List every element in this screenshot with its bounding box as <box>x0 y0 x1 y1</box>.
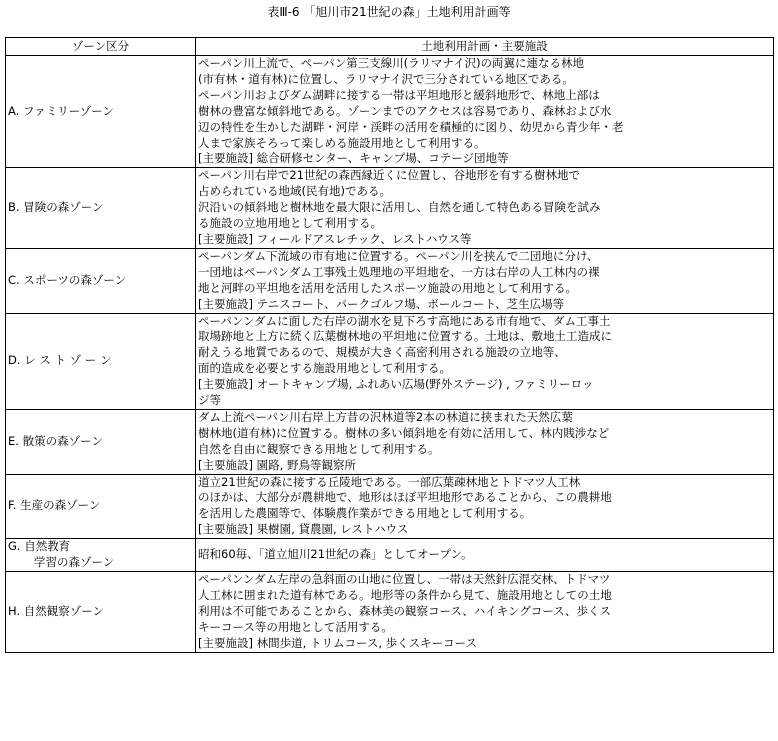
header-row <box>6 38 774 56</box>
plan-line: ダム上流ペーパン川右岸上方昔の沢林道等2本の林道に挟まれた天然広葉 <box>198 409 573 424</box>
table-row <box>6 409 774 474</box>
plan-line: 道立21世紀の森に接する丘陵地である。一部広葉疎林地とトドマツ人工林 <box>198 474 581 489</box>
zone-cell <box>6 313 196 409</box>
plan-line: 一団地はペーパンダム工事残土処理地の平坦地を、一方は右岸の人工林内の裸 <box>198 264 600 279</box>
zone-name: D. レ ス ト ゾ ー ン <box>8 353 112 368</box>
plan-line: 取場跡地と上方に続く広葉樹林地の平坦地に位置する。土地は、敷地土工造成に <box>198 329 612 344</box>
plan-line: 占められている地域(民有地)である。 <box>198 184 391 199</box>
zone-name: G. 自然教育 <box>8 539 71 554</box>
main-facilities: [主要施設] 園路, 野鳥等観察所 <box>198 457 356 472</box>
main-facilities: [主要施設] 総合研修センター、キャンプ場、コテージ団地等 <box>198 151 509 166</box>
plan-line: 地と河畔の平坦地を活用を活用したスポーツ施設の用地として利用する。 <box>198 280 578 295</box>
plan-cell <box>196 474 774 539</box>
plan-line: ペーパンダム下流域の市有地に位置する。ペーパン川を挟んで二団地に分け、 <box>198 248 599 263</box>
plan-line: のほかは、大部分が農耕地で、地形はほぼ平坦地形であることから、この農耕地 <box>198 490 612 505</box>
plan-line: 沢沿いの傾斜地と樹林地を最大限に活用し、自然を通して特色ある冒険を試み <box>198 200 601 215</box>
plan-line: 人工林に囲まれた道有林である。地形等の条件から見て、施設用地としての土地 <box>198 587 612 602</box>
zone-cell <box>6 56 196 168</box>
zone-name: C. スポーツの森ゾーン <box>8 272 127 287</box>
table-row <box>6 474 774 539</box>
header-plan: 土地利用計画・主要施設 <box>196 38 774 56</box>
zone-cell <box>6 168 196 249</box>
plan-cell <box>196 409 774 474</box>
plan-line: 自然を自由に観察できる用地として利用する。 <box>198 441 440 456</box>
plan-line: 耐えうる地質であるので、規模が大きく高密利用される施設の立地等、 <box>198 345 566 360</box>
zone-cell <box>6 248 196 313</box>
table-row <box>6 248 774 313</box>
table-row <box>6 539 774 572</box>
table-caption: 表Ⅲ-6 「旭川市21世紀の森」土地利用計画等 <box>267 5 511 19</box>
plan-line: ペーパンンダムに面した右岸の湖水を見下ろす高地にある市有地で、ダム工事土 <box>198 313 611 328</box>
plan-cell <box>196 539 774 572</box>
zone-cell <box>6 409 196 474</box>
zone-name: E. 散策の森ゾーン <box>8 433 103 448</box>
land-use-table <box>5 37 774 653</box>
plan-line: ペーパン川上流で、ペーパン第三支線川(ラリマナイ沢)の両翼に連なる林地 <box>198 56 585 70</box>
plan-line: 面的造成を必要とする施設用地として利用する。 <box>198 361 451 376</box>
plan-line: (市有林・道有林)に位置し、ラリマナイ沢で三分されている地区である。 <box>198 71 574 86</box>
main-facilities: [主要施設] 果樹園, 貸農園, レストハウス <box>198 522 409 537</box>
main-facilities: [主要施設] 林間歩道, トリムコース, 歩くスキーコース <box>198 635 478 650</box>
zone-name: B. 冒険の森ゾーン <box>8 200 104 215</box>
plan-cell <box>196 313 774 409</box>
zone-name-line2: 学習の森ゾーン <box>34 555 115 570</box>
main-facilities: [主要施設] フィールドアスレチック、レストハウス等 <box>198 231 472 246</box>
zone-name: F. 生産の森ゾーン <box>8 498 101 513</box>
plan-line: 樹林地(道有林)に位置する。樹林の多い傾斜地を有効に活用して、林内賎涉など <box>198 425 610 440</box>
zone-name: A. ファミリーゾーン <box>8 103 115 118</box>
plan-cell <box>196 56 774 168</box>
main-facilities: ジ等 <box>198 393 221 408</box>
plan-line: ペーパン川右岸で21世紀の森西縁近くに位置し、谷地形を有する樹林地で <box>198 168 581 183</box>
plan-line: を活用した農園等で、体験農作業ができる用地として利用する。 <box>198 506 532 521</box>
table-row <box>6 313 774 409</box>
plan-line: る施設の立地用地として利用する。 <box>198 216 382 231</box>
plan-cell <box>196 248 774 313</box>
header-zone: ゾーン区分 <box>6 38 196 56</box>
table-row <box>6 572 774 653</box>
zone-cell <box>6 474 196 539</box>
zone-cell <box>6 539 196 572</box>
plan-line: キーコース等の用地として活用する。 <box>198 619 393 634</box>
zone-name: H. 自然観察ゾーン <box>8 603 105 618</box>
main-facilities: [主要施設] オートキャンプ場, ふれあい広場(野外ステージ) , ファミリーロッ <box>198 377 594 392</box>
plan-line: ペーパン川およびダム湖畔に接する一帯は平坦地形と緩斜地形で、林地上部は <box>198 87 600 102</box>
plan-line: 人まで家族そろって楽しめる施設用地として利用する。 <box>198 135 486 150</box>
table-row <box>6 168 774 249</box>
plan-cell <box>196 168 774 249</box>
plan-line: 利用は不可能であることから、森林美の観察コース、ハイキングコース、歩くス <box>198 603 611 618</box>
plan-line: 樹林の豊富な傾斜地である。ゾーンまでのアクセスは容易であり、森林および水 <box>198 103 612 118</box>
plan-line: 昭和60毎、「道立旭川21世紀の森」としてオープン。 <box>198 547 473 562</box>
main-facilities: [主要施設] テニスコート、パークゴルフ場、ボールコート、芝生広場等 <box>198 296 565 311</box>
table-row <box>6 56 774 168</box>
zone-cell <box>6 572 196 653</box>
plan-line: 辺の特性を生かした湖畔・河岸・渓畔の活用を積極的に図り、幼児から青少年・老 <box>198 119 624 134</box>
plan-cell <box>196 572 774 653</box>
plan-line: ペーパンンダム左岸の急斜面の山地に位置し、一帯は天然針広混交林、トドマツ <box>198 572 611 586</box>
